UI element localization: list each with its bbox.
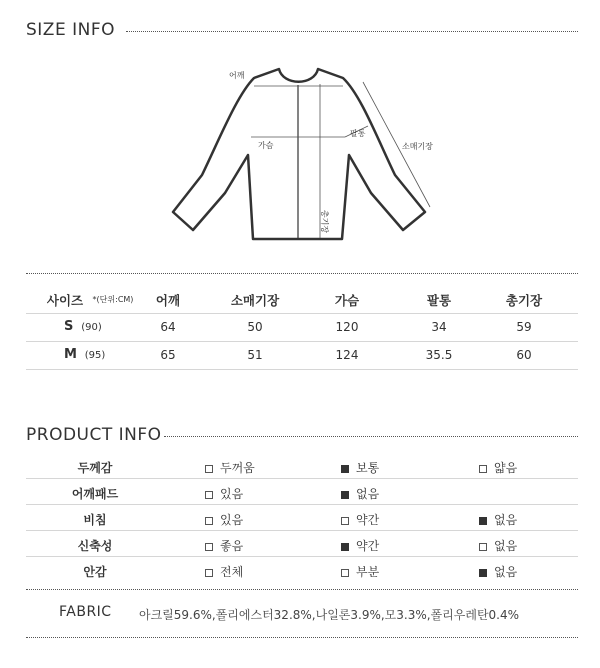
row-label-lining: 안감 <box>83 565 107 579</box>
fabric-bottom-rule <box>26 637 578 638</box>
opt-thickness-normal: 보통 <box>341 459 379 476</box>
fabric-value: 아크릴59.6%,폴리에스터32.8%,나일론3.9%,모3.3%,폴리우레탄0.4% <box>139 608 520 622</box>
row-label-shoulder-pad: 어깨패드 <box>71 487 119 501</box>
product-row-rule <box>26 478 578 479</box>
size-info-title: SIZE INFO <box>26 20 115 40</box>
s-total-length: 59 <box>516 320 532 334</box>
checkbox-icon <box>205 491 213 499</box>
product-row-rule <box>26 504 578 505</box>
size-m-note: (95) <box>84 350 106 361</box>
s-shoulder: 64 <box>160 320 176 334</box>
size-s: S <box>64 319 74 334</box>
product-info-title-rule <box>164 436 578 437</box>
label-sleeve-length: 소매기장 <box>402 142 433 151</box>
opt-thickness-thick: 두꺼움 <box>205 459 255 476</box>
table-row <box>40 319 120 334</box>
label-sleeve-width: 팔통 <box>350 129 366 138</box>
col-shoulder: 어깨 <box>155 293 181 308</box>
opt-see-no: 없음 <box>479 511 517 528</box>
table-row <box>40 347 120 362</box>
m-shoulder: 65 <box>160 348 176 362</box>
col-chest: 가슴 <box>334 293 360 308</box>
opt-lining-full: 전체 <box>205 563 243 580</box>
m-sleeve-width: 35.5 <box>425 348 453 362</box>
m-sleeve-length: 51 <box>247 348 263 362</box>
s-sleeve-width: 34 <box>431 320 447 334</box>
product-info-title: PRODUCT INFO <box>26 425 162 445</box>
row-label-see-through: 비침 <box>83 513 107 527</box>
size-table-header-rule <box>26 313 578 314</box>
col-total-length: 총기장 <box>505 293 543 308</box>
size-header: 사이즈 <box>46 293 84 308</box>
opt-thickness-thin: 얇음 <box>479 459 517 476</box>
checkbox-icon <box>479 465 487 473</box>
unit-note: *(단위:CM) <box>92 295 134 304</box>
checkbox-checked-icon <box>479 517 487 525</box>
checkbox-icon <box>205 517 213 525</box>
size-table-top-rule <box>26 273 578 274</box>
fabric-top-rule <box>26 589 578 590</box>
col-sleeve-length: 소매기장 <box>230 293 280 308</box>
checkbox-checked-icon <box>341 491 349 499</box>
opt-see-slight: 약간 <box>341 511 379 528</box>
opt-lining-partial: 부분 <box>341 563 379 580</box>
checkbox-icon <box>341 569 349 577</box>
product-row-rule <box>26 556 578 557</box>
row-label-thickness: 두께감 <box>77 461 113 475</box>
checkbox-checked-icon <box>341 465 349 473</box>
fabric-label: FABRIC <box>59 604 112 620</box>
checkbox-icon <box>341 517 349 525</box>
checkbox-icon <box>479 543 487 551</box>
garment-diagram <box>0 0 600 260</box>
s-chest: 120 <box>335 320 359 334</box>
opt-stretch-good: 좋음 <box>205 537 243 554</box>
size-table-bottom-rule <box>26 369 578 370</box>
checkbox-checked-icon <box>479 569 487 577</box>
checkbox-icon <box>205 569 213 577</box>
checkbox-icon <box>205 543 213 551</box>
checkbox-checked-icon <box>341 543 349 551</box>
product-row-rule <box>26 530 578 531</box>
m-total-length: 60 <box>516 348 532 362</box>
s-sleeve-length: 50 <box>247 320 263 334</box>
opt-pad-no: 없음 <box>341 485 379 502</box>
opt-stretch-slight: 약간 <box>341 537 379 554</box>
size-s-note: (90) <box>81 322 102 333</box>
opt-pad-yes: 있음 <box>205 485 243 502</box>
col-sleeve-width: 팔통 <box>426 293 452 308</box>
garment-outline <box>173 69 425 239</box>
row-label-stretch: 신축성 <box>77 539 113 553</box>
label-chest: 가슴 <box>258 141 274 150</box>
size-m: M <box>64 347 77 362</box>
opt-stretch-no: 없음 <box>479 537 517 554</box>
label-total-length: 총기장 <box>320 209 330 234</box>
label-shoulder: 어깨 <box>229 71 245 80</box>
opt-lining-none: 없음 <box>479 563 517 580</box>
m-chest: 124 <box>335 348 359 362</box>
checkbox-icon <box>205 465 213 473</box>
opt-see-yes: 있음 <box>205 511 243 528</box>
size-table-row-rule <box>26 341 578 342</box>
